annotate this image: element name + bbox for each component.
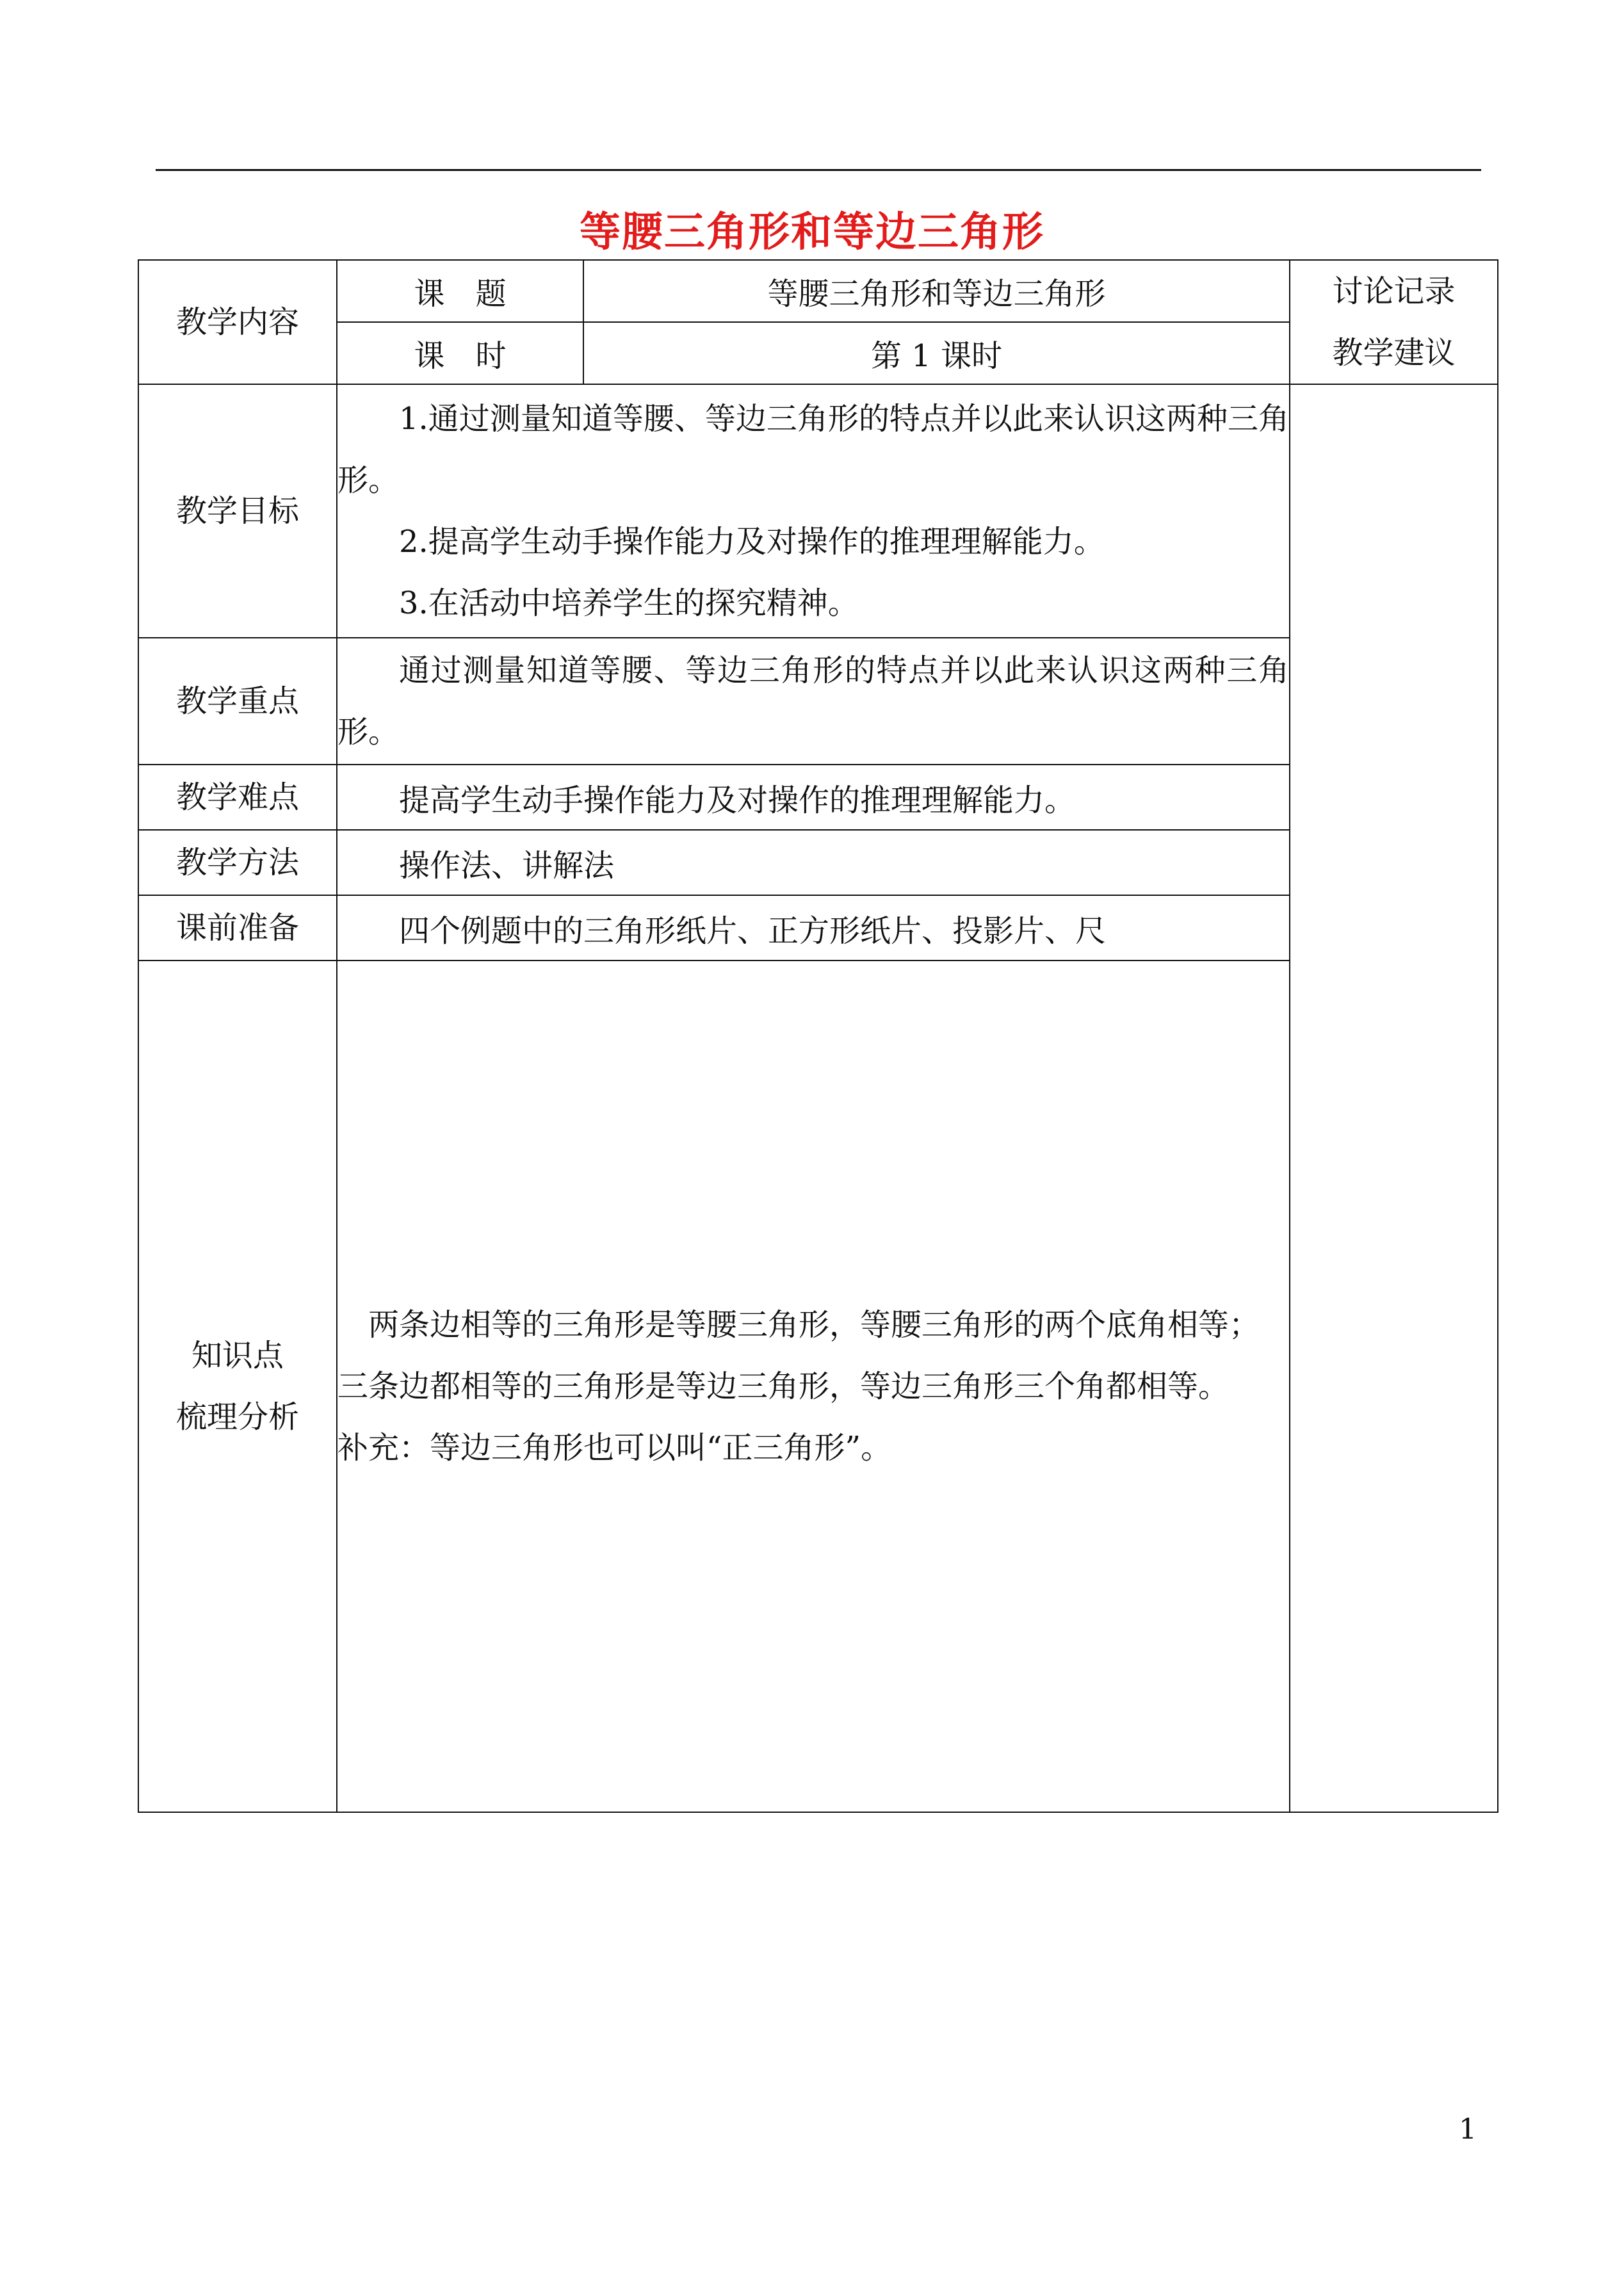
difficulties-text: 提高学生动手操作能力及对操作的推理理解能力。 xyxy=(337,765,1290,830)
content-label: 教学内容 xyxy=(138,260,337,384)
side-header-line1: 讨论记录 xyxy=(1332,273,1456,309)
objective-item: 2.提高学生动手操作能力及对操作的推理理解能力。 xyxy=(399,524,1105,560)
knowledge-label xyxy=(138,961,337,1812)
knowledge-line: 补充：等边三角形也可以叫“正三角形”。 xyxy=(337,1430,892,1466)
header-rule xyxy=(156,169,1481,171)
key-points-label: 教学重点 xyxy=(138,638,337,765)
topic-label: 课 题 xyxy=(337,260,583,322)
page-number: 1 xyxy=(1459,2113,1477,2146)
knowledge-cell xyxy=(337,961,1290,1812)
knowledge-label-line1: 知识点 xyxy=(191,1338,284,1374)
objectives-label: 教学目标 xyxy=(138,384,337,638)
period-value: 第 1 课时 xyxy=(583,322,1290,384)
objectives-cell xyxy=(337,384,1290,638)
preparation-text: 四个例题中的三角形纸片、正方形纸片、投影片、尺 xyxy=(337,895,1290,961)
difficulties-label: 教学难点 xyxy=(138,765,337,830)
lesson-plan-table xyxy=(138,259,1498,1813)
key-points-text: 通过测量知道等腰、等边三角形的特点并以此来认识这两种三角形。 xyxy=(337,638,1290,765)
discussion-notes-cell xyxy=(1290,384,1498,1812)
preparation-label: 课前准备 xyxy=(138,895,337,961)
side-header-line2: 教学建议 xyxy=(1332,335,1456,371)
methods-text: 操作法、讲解法 xyxy=(337,830,1290,895)
period-label: 课 时 xyxy=(337,322,583,384)
side-header xyxy=(1290,260,1498,384)
knowledge-line: 两条边相等的三角形是等腰三角形，等腰三角形的两个底角相等； xyxy=(368,1307,1260,1343)
objective-item: 3.在活动中培养学生的探究精神。 xyxy=(399,585,859,621)
knowledge-label-line2: 梳理分析 xyxy=(175,1399,299,1435)
page-title: 等腰三角形和等边三角形 xyxy=(580,208,1044,256)
knowledge-line: 三条边都相等的三角形是等边三角形，等边三角形三个角都相等。 xyxy=(337,1368,1230,1404)
topic-value: 等腰三角形和等边三角形 xyxy=(583,260,1290,322)
methods-label: 教学方法 xyxy=(138,830,337,895)
objective-item: 1.通过测量知道等腰、等边三角形的特点并以此来认识这两种三角形。 xyxy=(337,401,1289,498)
